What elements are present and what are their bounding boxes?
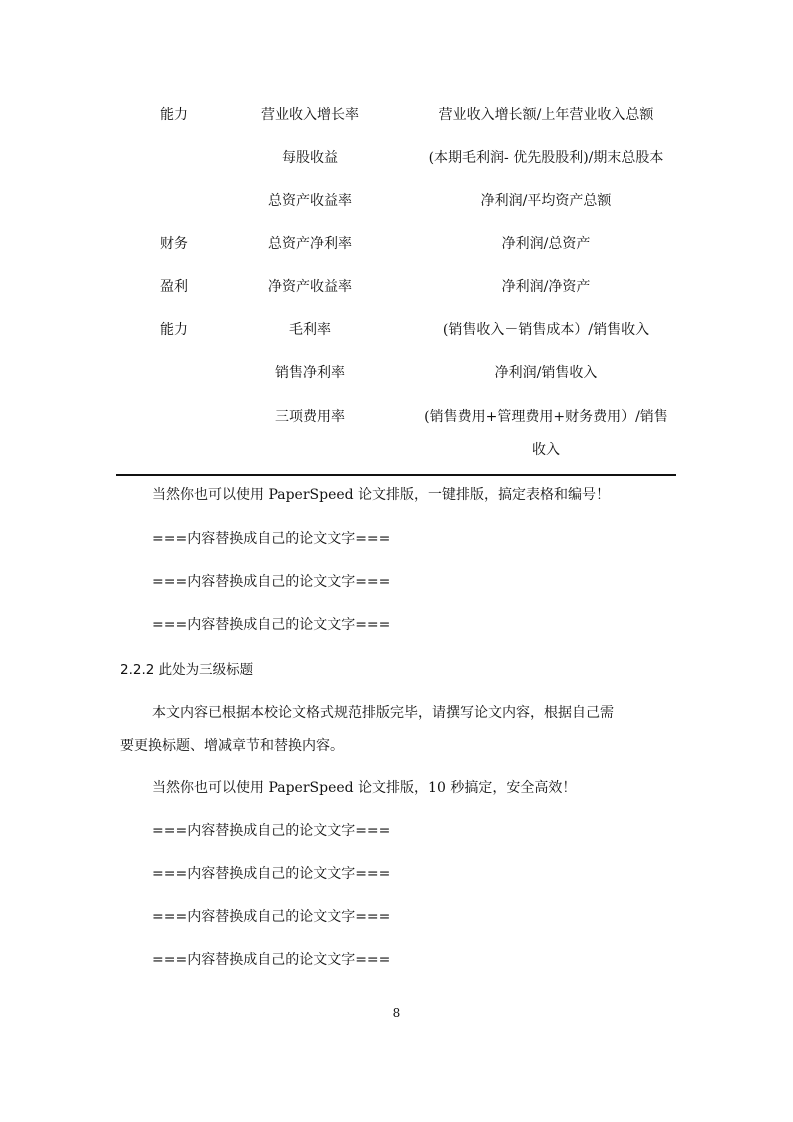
- indicator-formula-continued: 收入: [532, 442, 560, 458]
- indicator-formula: (销售费用+管理费用+财务费用）/销售: [424, 409, 668, 425]
- table-bottom-rule: [116, 474, 676, 476]
- page-number: 8: [392, 1006, 401, 1020]
- indicator-formula: 净利润/销售收入: [494, 365, 598, 381]
- placeholder-text: ===内容替换成自己的论文文字===: [152, 952, 391, 968]
- indicator-formula: (销售收入－销售成本）/销售收入: [442, 322, 650, 338]
- table-category: 能力: [160, 107, 188, 123]
- indicator-name: 总资产净利率: [268, 236, 352, 252]
- placeholder-text: ===内容替换成自己的论文文字===: [152, 866, 391, 882]
- indicator-formula: 营业收入增长额/上年营业收入总额: [438, 107, 654, 123]
- body-paragraph: 当然你也可以使用 PaperSpeed 论文排版，10 秒搞定，安全高效！: [152, 780, 577, 796]
- body-paragraph-line2: 要更换标题、增减章节和替换内容。: [120, 738, 344, 754]
- table-category: 财务: [160, 236, 188, 252]
- indicator-formula: 净利润/总资产: [501, 236, 591, 252]
- indicator-name: 总资产收益率: [268, 193, 352, 209]
- indicator-name: 净资产收益率: [268, 279, 352, 295]
- section-heading: 2.2.2 此处为三级标题: [120, 662, 254, 678]
- table-category: 盈利: [160, 279, 188, 295]
- indicator-name: 毛利率: [289, 322, 331, 338]
- table-category: 能力: [160, 322, 188, 338]
- placeholder-text: ===内容替换成自己的论文文字===: [152, 823, 391, 839]
- body-paragraph: 当然你也可以使用 PaperSpeed 论文排版，一键排版，搞定表格和编号！: [152, 487, 611, 503]
- placeholder-text: ===内容替换成自己的论文文字===: [152, 574, 391, 590]
- indicator-name: 销售净利率: [275, 365, 345, 381]
- body-paragraph-line1: 本文内容已根据本校论文格式规范排版完毕，请撰写论文内容，根据自己需: [152, 705, 614, 721]
- indicator-formula: 净利润/平均资产总额: [480, 193, 612, 209]
- placeholder-text: ===内容替换成自己的论文文字===: [152, 531, 391, 547]
- indicator-name: 营业收入增长率: [261, 107, 359, 123]
- placeholder-text: ===内容替换成自己的论文文字===: [152, 909, 391, 925]
- indicator-name: 三项费用率: [275, 409, 345, 425]
- indicator-formula: (本期毛利润- 优先股股利)/期末总股本: [428, 150, 664, 166]
- indicator-name: 每股收益: [282, 150, 338, 166]
- placeholder-text: ===内容替换成自己的论文文字===: [152, 617, 391, 633]
- indicator-formula: 净利润/净资产: [501, 279, 591, 295]
